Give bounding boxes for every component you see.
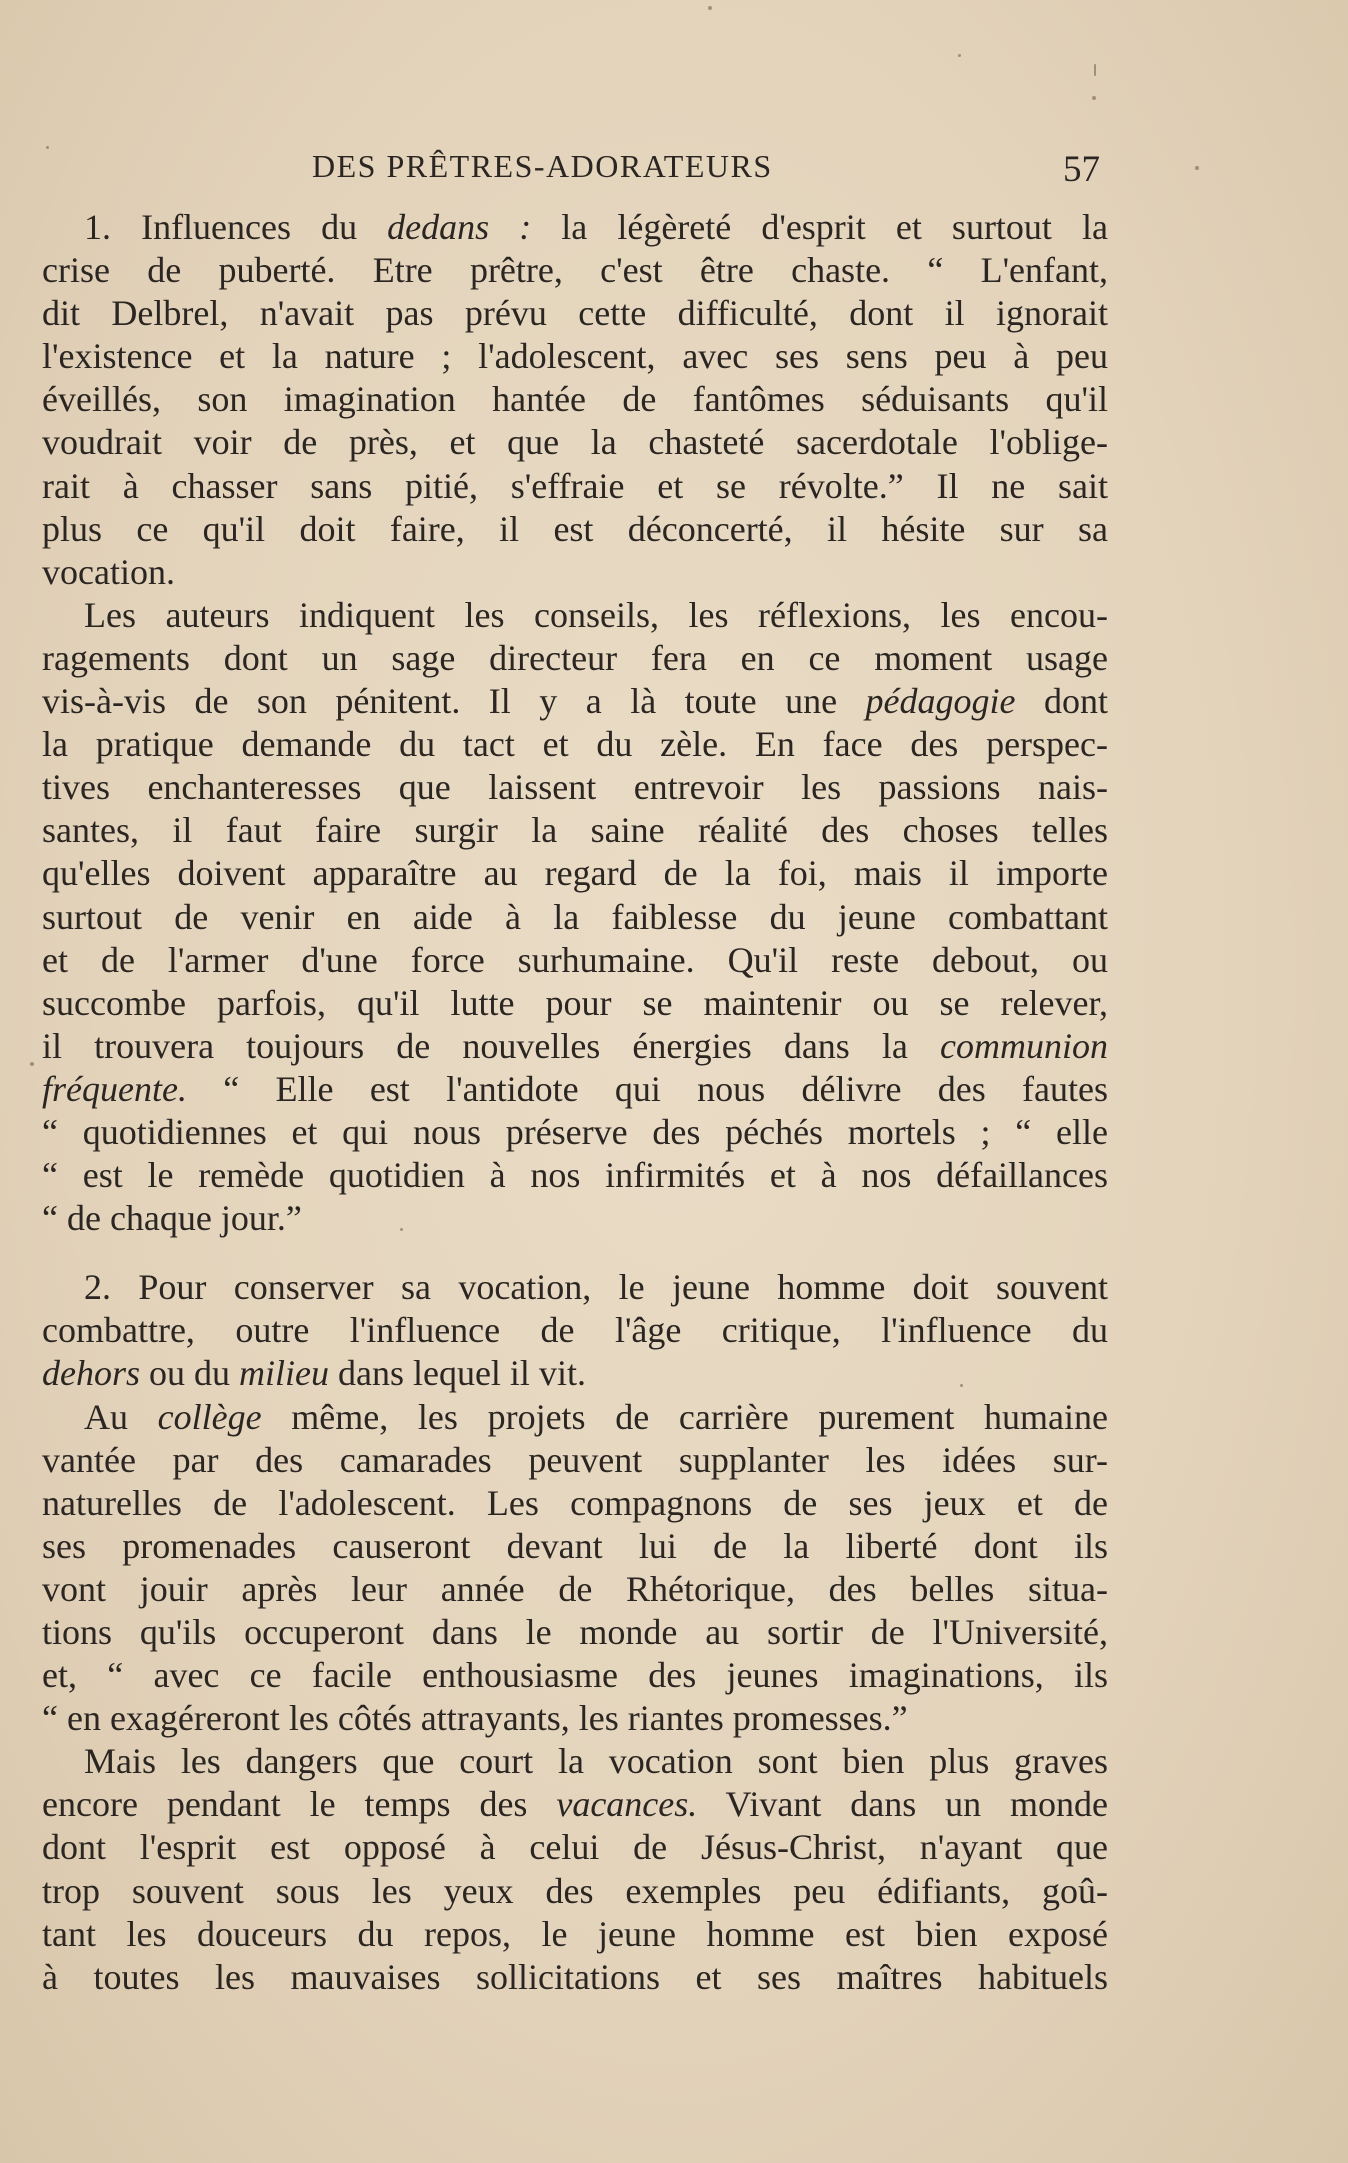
text-line: éveillés, son imagination hantée de fantômes séduisants qu'il bbox=[42, 379, 1108, 420]
text-line: surtout de venir en aide à la faiblesse du jeune combattant bbox=[42, 896, 1108, 937]
text-line: dont l'esprit est opposé à celui de Jésus-Christ, n'ayant que bbox=[42, 1827, 1108, 1868]
text-line: naturelles de l'adolescent. Les compagnons de ses jeux et de bbox=[42, 1482, 1108, 1523]
text-line: et, “ avec ce facile enthousiasme des jeunes imaginations, ils bbox=[42, 1655, 1108, 1696]
text-line: à toutes les mauvaises sollicitations et ses maîtres habituels bbox=[42, 1956, 1108, 1997]
text-line: plus ce qu'il doit faire, il est déconcerté, il hésite sur sa bbox=[42, 508, 1108, 549]
body-text bbox=[42, 206, 1108, 1999]
text-line: vis-à-vis de son pénitent. Il y a là toute une pédagogie dont bbox=[42, 681, 1108, 722]
paper-speck bbox=[30, 1062, 34, 1066]
text-line: santes, il faut faire surgir la saine réalité des choses telles bbox=[42, 810, 1108, 851]
text-line: vantée par des camarades peuvent supplanter les idées sur- bbox=[42, 1439, 1108, 1480]
text-line: 1. Influences du dedans : la légèreté d'esprit et surtout la bbox=[84, 207, 1108, 247]
text-line: “ quotidiennes et qui nous préserve des péchés mortels ; “ elle bbox=[42, 1111, 1108, 1152]
text-line: et de l'armer d'une force surhumaine. Qu'il reste debout, ou bbox=[42, 939, 1108, 980]
text-line: succombe parfois, qu'il lutte pour se maintenir ou se relever, bbox=[42, 982, 1108, 1023]
text-line: tions qu'ils occuperont dans le monde au sortir de l'Université, bbox=[42, 1612, 1108, 1652]
text-line: vocation. bbox=[42, 551, 175, 592]
paper-speck bbox=[400, 1228, 403, 1231]
text-line: “ est le remède quotidien à nos infirmités et à nos défaillances bbox=[42, 1155, 1108, 1196]
text-line: Les auteurs indiquent les conseils, les réflexions, les encou- bbox=[84, 594, 1108, 635]
text-line: l'existence et la nature ; l'adolescent, avec ses sens peu à peu bbox=[42, 336, 1108, 377]
paper-speck bbox=[1094, 64, 1096, 76]
text-line: encore pendant le temps des vacances. Vivant dans un monde bbox=[42, 1784, 1109, 1825]
paper-speck bbox=[958, 54, 961, 57]
text-line: qu'elles doivent apparaître au regard de la foi, mais il importe bbox=[42, 853, 1108, 894]
section-gap bbox=[42, 1240, 1108, 1266]
text-line: combattre, outre l'influence de l'âge critique, l'influence du bbox=[42, 1310, 1108, 1351]
text-line: voudrait voir de près, et que la chasteté sacerdotale l'oblige- bbox=[42, 422, 1108, 463]
text-line: 2. Pour conserver sa vocation, le jeune homme doit souvent bbox=[84, 1267, 1108, 1308]
text-line: Au collège même, les projets de carrière purement humaine bbox=[84, 1396, 1109, 1437]
text-line: “ de chaque jour.” bbox=[42, 1198, 302, 1239]
text-line: Mais les dangers que court la vocation sont bien plus graves bbox=[84, 1741, 1108, 1782]
text-line: crise de puberté. Etre prêtre, c'est être chaste. “ L'enfant, bbox=[42, 250, 1108, 291]
text-line: dit Delbrel, n'avait pas prévu cette difficulté, dont il ignorait bbox=[42, 293, 1108, 334]
text-line: ses promenades causeront devant lui de la liberté dont ils bbox=[42, 1525, 1108, 1566]
paper-speck bbox=[960, 1384, 963, 1387]
paper-speck bbox=[1195, 166, 1199, 170]
paper-speck bbox=[46, 146, 49, 149]
text-line: tives enchanteresses que laissent entrevoir les passions nais- bbox=[42, 767, 1108, 808]
text-line: dehors ou du milieu dans lequel il vit. bbox=[42, 1353, 586, 1394]
text-line: vont jouir après leur année de Rhétorique, des belles situa- bbox=[42, 1568, 1108, 1609]
paper-speck bbox=[1092, 96, 1096, 100]
text-line: trop souvent sous les yeux des exemples peu édifiants, goû- bbox=[42, 1870, 1108, 1911]
text-line: il trouvera toujours de nouvelles énergies dans la communion bbox=[42, 1025, 1108, 1066]
running-head: DES PRÊTRES-ADORATEURS bbox=[312, 148, 773, 184]
text-line: la pratique demande du tact et du zèle. En face des perspec- bbox=[42, 724, 1108, 765]
text-line: ragements dont un sage directeur fera en ce moment usage bbox=[42, 637, 1108, 678]
text-line: rait à chasser sans pitié, s'effraie et se révolte.” Il ne sait bbox=[42, 465, 1108, 506]
text-line: “ en exagéreront les côtés attrayants, les riantes promesses.” bbox=[42, 1698, 908, 1739]
paper-speck bbox=[708, 6, 712, 10]
text-line: fréquente. “ Elle est l'antidote qui nous délivre des fautes bbox=[42, 1068, 1108, 1109]
text-line: tant les douceurs du repos, le jeune homme est bien exposé bbox=[42, 1913, 1108, 1954]
page-number: 57 bbox=[1063, 149, 1100, 190]
